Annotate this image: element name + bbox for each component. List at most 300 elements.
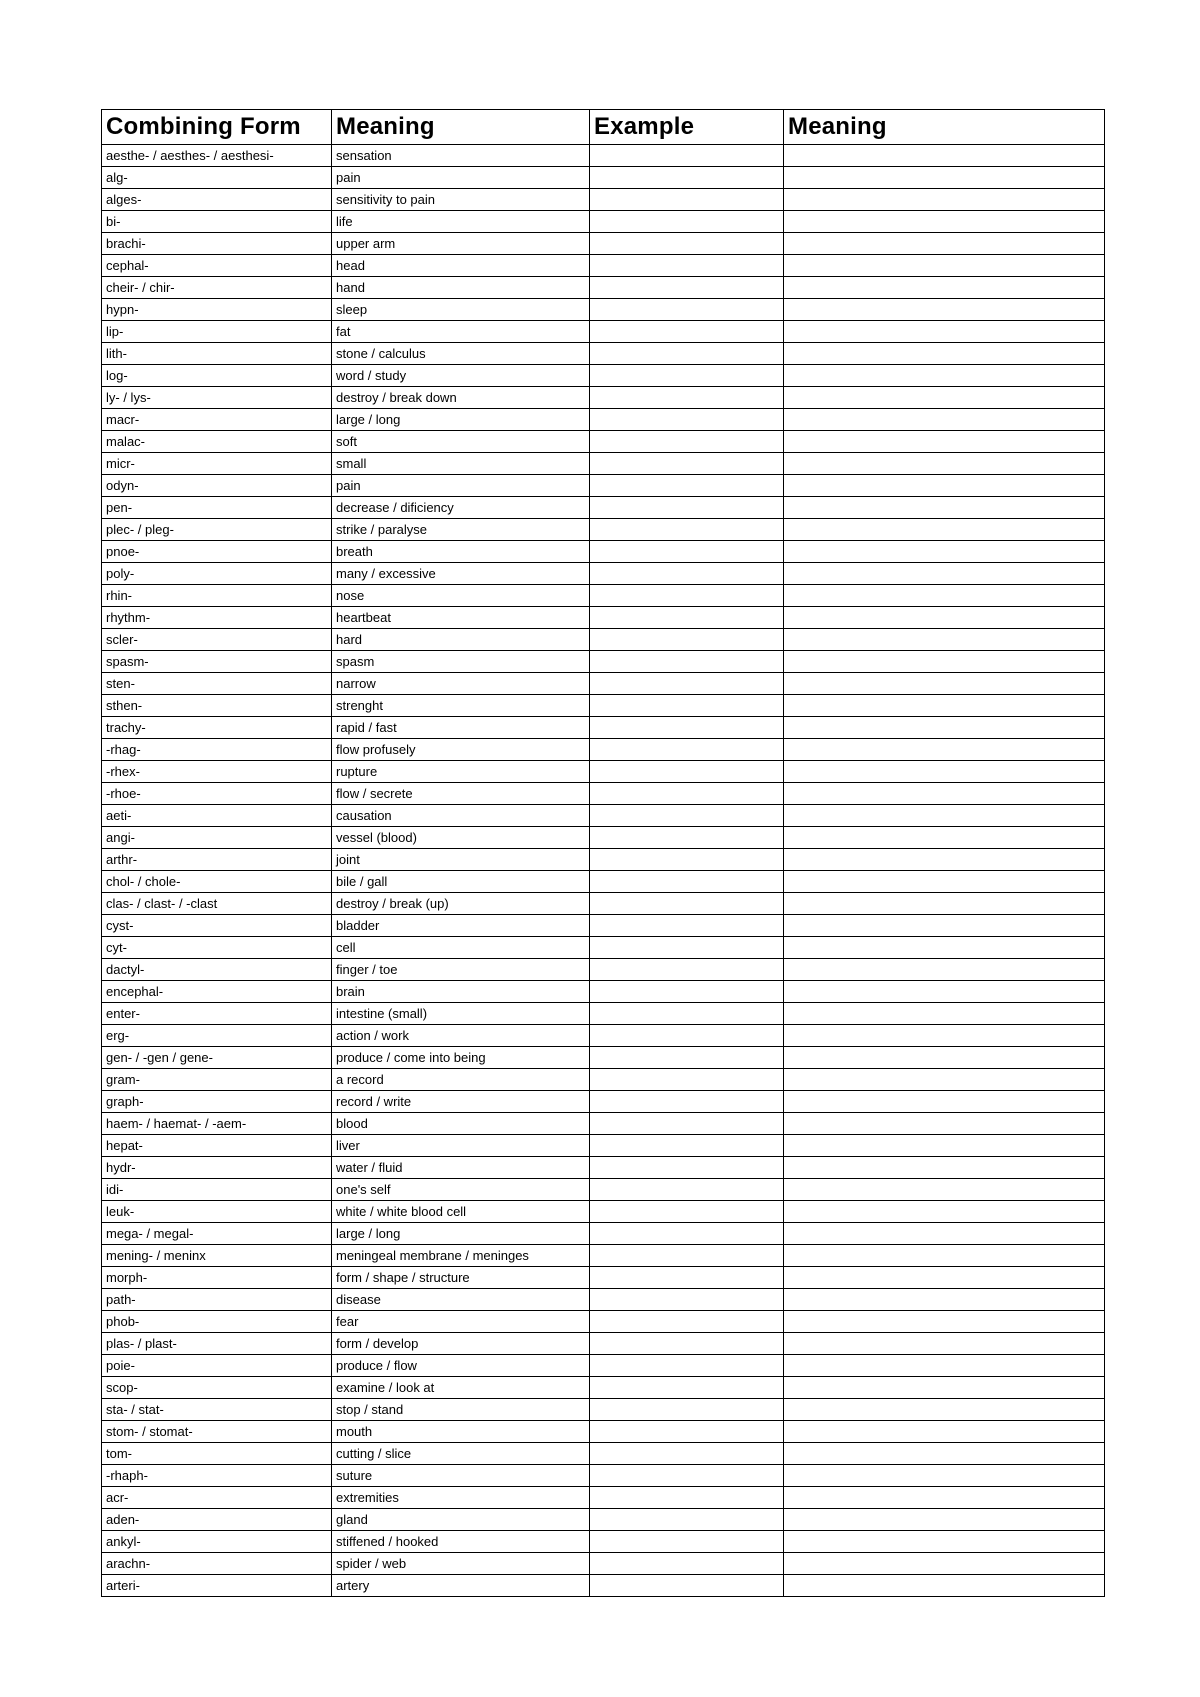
table-row [102,1047,1105,1069]
table-row [102,937,1105,959]
cell-example [590,211,784,233]
table-row [102,1157,1105,1179]
cell-example [590,1069,784,1091]
cell-example [590,189,784,211]
cell-example [590,431,784,453]
cell-example-meaning [784,783,1105,805]
table-row [102,1377,1105,1399]
cell-combining-form: gram- [102,1069,332,1091]
cell-combining-form: sten- [102,673,332,695]
cell-example [590,871,784,893]
cell-example-meaning [784,1157,1105,1179]
cell-meaning: hard [332,629,590,651]
table-row [102,1223,1105,1245]
cell-example [590,915,784,937]
cell-meaning: word / study [332,365,590,387]
cell-example-meaning [784,233,1105,255]
cell-example-meaning [784,871,1105,893]
table-row [102,387,1105,409]
cell-meaning: nose [332,585,590,607]
cell-meaning: record / write [332,1091,590,1113]
cell-example [590,233,784,255]
cell-example [590,409,784,431]
cell-combining-form: -rhag- [102,739,332,761]
table-row [102,717,1105,739]
table-row [102,915,1105,937]
cell-meaning: pain [332,475,590,497]
cell-example-meaning [784,387,1105,409]
cell-meaning: spider / web [332,1553,590,1575]
cell-combining-form: pen- [102,497,332,519]
cell-example [590,1289,784,1311]
header-combining-form: Combining Form [102,110,332,145]
table-row [102,761,1105,783]
cell-example [590,1003,784,1025]
cell-meaning: head [332,255,590,277]
cell-example-meaning [784,1553,1105,1575]
cell-example [590,1311,784,1333]
cell-meaning: intestine (small) [332,1003,590,1025]
cell-combining-form: lip- [102,321,332,343]
cell-combining-form: alges- [102,189,332,211]
cell-example [590,1091,784,1113]
table-row [102,431,1105,453]
table-row [102,1333,1105,1355]
cell-example [590,1025,784,1047]
cell-meaning: form / shape / structure [332,1267,590,1289]
cell-meaning: many / excessive [332,563,590,585]
cell-example [590,167,784,189]
cell-combining-form: macr- [102,409,332,431]
table-row [102,783,1105,805]
cell-meaning: one's self [332,1179,590,1201]
cell-example-meaning [784,959,1105,981]
table-row [102,585,1105,607]
cell-meaning: strike / paralyse [332,519,590,541]
cell-example-meaning [784,497,1105,519]
table-row [102,849,1105,871]
cell-example [590,717,784,739]
cell-combining-form: gen- / -gen / gene- [102,1047,332,1069]
cell-example [590,695,784,717]
cell-example-meaning [784,673,1105,695]
cell-combining-form: poie- [102,1355,332,1377]
cell-example-meaning [784,1531,1105,1553]
table-row [102,211,1105,233]
cell-meaning: destroy / break down [332,387,590,409]
cell-example [590,805,784,827]
cell-example [590,387,784,409]
cell-combining-form: aeti- [102,805,332,827]
cell-combining-form: cyt- [102,937,332,959]
cell-example [590,497,784,519]
cell-meaning: form / develop [332,1333,590,1355]
cell-meaning: rupture [332,761,590,783]
cell-meaning: cutting / slice [332,1443,590,1465]
cell-example [590,255,784,277]
cell-example-meaning [784,1113,1105,1135]
cell-meaning: blood [332,1113,590,1135]
cell-meaning: extremities [332,1487,590,1509]
cell-example [590,321,784,343]
table-row [102,739,1105,761]
cell-meaning: stiffened / hooked [332,1531,590,1553]
cell-example [590,365,784,387]
cell-combining-form: scler- [102,629,332,651]
cell-example-meaning [784,1399,1105,1421]
table-header [102,110,1105,145]
cell-example-meaning [784,1487,1105,1509]
cell-example-meaning [784,145,1105,167]
cell-meaning: produce / flow [332,1355,590,1377]
cell-example [590,1047,784,1069]
cell-example [590,739,784,761]
table-body [102,145,1105,1597]
table-row [102,651,1105,673]
cell-example-meaning [784,1509,1105,1531]
cell-combining-form: idi- [102,1179,332,1201]
cell-combining-form: brachi- [102,233,332,255]
cell-combining-form: poly- [102,563,332,585]
cell-meaning: a record [332,1069,590,1091]
cell-example-meaning [784,915,1105,937]
cell-combining-form: graph- [102,1091,332,1113]
cell-example-meaning [784,409,1105,431]
cell-meaning: gland [332,1509,590,1531]
cell-example [590,1157,784,1179]
cell-combining-form: sta- / stat- [102,1399,332,1421]
cell-example [590,673,784,695]
cell-meaning: destroy / break (up) [332,893,590,915]
cell-meaning: breath [332,541,590,563]
cell-example-meaning [784,541,1105,563]
cell-example-meaning [784,1245,1105,1267]
cell-example-meaning [784,475,1105,497]
cell-example [590,1531,784,1553]
cell-meaning: flow profusely [332,739,590,761]
table-row [102,1289,1105,1311]
cell-example-meaning [784,1025,1105,1047]
cell-combining-form: scop- [102,1377,332,1399]
cell-example [590,1553,784,1575]
cell-combining-form: stom- / stomat- [102,1421,332,1443]
cell-example [590,541,784,563]
cell-meaning: water / fluid [332,1157,590,1179]
cell-example-meaning [784,1311,1105,1333]
cell-example [590,585,784,607]
table-row [102,321,1105,343]
combining-forms-table [101,109,1105,1597]
cell-combining-form: morph- [102,1267,332,1289]
table-row [102,673,1105,695]
table-row [102,1311,1105,1333]
table-row [102,1575,1105,1597]
cell-combining-form: hepat- [102,1135,332,1157]
cell-example [590,1465,784,1487]
table-row [102,893,1105,915]
cell-example-meaning [784,1179,1105,1201]
cell-example-meaning [784,1465,1105,1487]
table-row [102,871,1105,893]
cell-combining-form: malac- [102,431,332,453]
cell-example-meaning [784,761,1105,783]
table-row [102,959,1105,981]
cell-example-meaning [784,1443,1105,1465]
cell-example [590,607,784,629]
cell-example-meaning [784,585,1105,607]
cell-combining-form: log- [102,365,332,387]
cell-example-meaning [784,255,1105,277]
cell-meaning: meningeal membrane / meninges [332,1245,590,1267]
cell-combining-form: -rhaph- [102,1465,332,1487]
cell-meaning: brain [332,981,590,1003]
cell-meaning: sensitivity to pain [332,189,590,211]
cell-example-meaning [784,211,1105,233]
cell-example [590,1179,784,1201]
cell-example [590,453,784,475]
cell-example-meaning [784,717,1105,739]
cell-example-meaning [784,563,1105,585]
cell-combining-form: -rhex- [102,761,332,783]
cell-example-meaning [784,1091,1105,1113]
cell-combining-form: micr- [102,453,332,475]
table-row [102,1245,1105,1267]
table-row [102,277,1105,299]
cell-example [590,1223,784,1245]
table-row [102,981,1105,1003]
cell-example-meaning [784,277,1105,299]
cell-example-meaning [784,893,1105,915]
cell-example-meaning [784,981,1105,1003]
cell-example-meaning [784,167,1105,189]
cell-meaning: life [332,211,590,233]
cell-example [590,959,784,981]
cell-example-meaning [784,1135,1105,1157]
table-row [102,1465,1105,1487]
cell-combining-form: sthen- [102,695,332,717]
cell-meaning: narrow [332,673,590,695]
table-row [102,695,1105,717]
cell-example-meaning [784,1333,1105,1355]
cell-meaning: strenght [332,695,590,717]
cell-meaning: flow / secrete [332,783,590,805]
cell-meaning: white / white blood cell [332,1201,590,1223]
cell-combining-form: rhythm- [102,607,332,629]
cell-example-meaning [784,739,1105,761]
cell-meaning: heartbeat [332,607,590,629]
cell-example [590,783,784,805]
cell-example [590,145,784,167]
cell-example [590,563,784,585]
table-row [102,1399,1105,1421]
cell-meaning: artery [332,1575,590,1597]
cell-example-meaning [784,1289,1105,1311]
cell-meaning: upper arm [332,233,590,255]
cell-combining-form: enter- [102,1003,332,1025]
table-row [102,805,1105,827]
table-row [102,255,1105,277]
table-row [102,1113,1105,1135]
cell-combining-form: cheir- / chir- [102,277,332,299]
cell-combining-form: angi- [102,827,332,849]
cell-meaning: joint [332,849,590,871]
cell-meaning: sensation [332,145,590,167]
cell-meaning: examine / look at [332,1377,590,1399]
cell-example-meaning [784,519,1105,541]
cell-example [590,1443,784,1465]
cell-meaning: fear [332,1311,590,1333]
cell-combining-form: arachn- [102,1553,332,1575]
header-meaning: Meaning [332,110,590,145]
table-row [102,1355,1105,1377]
cell-meaning: small [332,453,590,475]
table-row [102,1487,1105,1509]
cell-combining-form: bi- [102,211,332,233]
cell-combining-form: aesthe- / aesthes- / aesthesi- [102,145,332,167]
table-row [102,1553,1105,1575]
cell-example-meaning [784,299,1105,321]
cell-example-meaning [784,1575,1105,1597]
table-row [102,1267,1105,1289]
cell-combining-form: ankyl- [102,1531,332,1553]
cell-combining-form: hydr- [102,1157,332,1179]
cell-combining-form: tom- [102,1443,332,1465]
cell-combining-form: aden- [102,1509,332,1531]
cell-example [590,1421,784,1443]
cell-example-meaning [784,629,1105,651]
cell-example [590,519,784,541]
cell-meaning: large / long [332,409,590,431]
table-row [102,563,1105,585]
cell-example-meaning [784,1201,1105,1223]
cell-combining-form: leuk- [102,1201,332,1223]
cell-example-meaning [784,607,1105,629]
cell-example [590,1113,784,1135]
table-row [102,365,1105,387]
cell-example [590,277,784,299]
cell-meaning: fat [332,321,590,343]
cell-example [590,475,784,497]
table-row [102,1135,1105,1157]
cell-example [590,629,784,651]
cell-combining-form: encephal- [102,981,332,1003]
cell-meaning: large / long [332,1223,590,1245]
cell-example [590,1509,784,1531]
cell-combining-form: plas- / plast- [102,1333,332,1355]
cell-meaning: hand [332,277,590,299]
cell-combining-form: mening- / meninx [102,1245,332,1267]
table-row [102,409,1105,431]
cell-example [590,651,784,673]
cell-combining-form: cyst- [102,915,332,937]
cell-meaning: stone / calculus [332,343,590,365]
cell-example-meaning [784,321,1105,343]
cell-example [590,761,784,783]
table-row [102,1025,1105,1047]
table-row [102,453,1105,475]
cell-example [590,1575,784,1597]
cell-example-meaning [784,805,1105,827]
cell-example [590,1201,784,1223]
cell-meaning: cell [332,937,590,959]
cell-combining-form: cephal- [102,255,332,277]
cell-example [590,1333,784,1355]
cell-example-meaning [784,1069,1105,1091]
cell-example-meaning [784,431,1105,453]
cell-combining-form: phob- [102,1311,332,1333]
cell-example [590,1135,784,1157]
cell-example-meaning [784,1421,1105,1443]
cell-example-meaning [784,827,1105,849]
cell-meaning: suture [332,1465,590,1487]
table-row [102,519,1105,541]
cell-example [590,1377,784,1399]
cell-meaning: pain [332,167,590,189]
cell-combining-form: hypn- [102,299,332,321]
cell-combining-form: plec- / pleg- [102,519,332,541]
cell-combining-form: arthr- [102,849,332,871]
cell-meaning: decrease / dificiency [332,497,590,519]
cell-example-meaning [784,849,1105,871]
cell-meaning: bladder [332,915,590,937]
table-row [102,1531,1105,1553]
cell-example [590,299,784,321]
table-row [102,343,1105,365]
table-row [102,1509,1105,1531]
cell-combining-form: clas- / clast- / -clast [102,893,332,915]
cell-example-meaning [784,1047,1105,1069]
cell-example-meaning [784,453,1105,475]
cell-meaning: produce / come into being [332,1047,590,1069]
cell-example-meaning [784,937,1105,959]
cell-example [590,849,784,871]
cell-combining-form: spasm- [102,651,332,673]
cell-combining-form: trachy- [102,717,332,739]
cell-combining-form: erg- [102,1025,332,1047]
table-row [102,629,1105,651]
cell-combining-form: acr- [102,1487,332,1509]
cell-meaning: disease [332,1289,590,1311]
table-row [102,1201,1105,1223]
table-row [102,145,1105,167]
header-example-meaning: Meaning [784,110,1105,145]
cell-meaning: bile / gall [332,871,590,893]
cell-combining-form: lith- [102,343,332,365]
table-row [102,189,1105,211]
cell-meaning: stop / stand [332,1399,590,1421]
table-row [102,607,1105,629]
table-row [102,1091,1105,1113]
table-row [102,167,1105,189]
cell-example-meaning [784,1003,1105,1025]
cell-example-meaning [784,365,1105,387]
cell-meaning: liver [332,1135,590,1157]
table-row [102,299,1105,321]
table-row [102,475,1105,497]
cell-combining-form: ly- / lys- [102,387,332,409]
cell-combining-form: alg- [102,167,332,189]
cell-combining-form: arteri- [102,1575,332,1597]
cell-example-meaning [784,1377,1105,1399]
cell-combining-form: chol- / chole- [102,871,332,893]
table-row [102,497,1105,519]
cell-example-meaning [784,343,1105,365]
cell-combining-form: -rhoe- [102,783,332,805]
cell-example-meaning [784,651,1105,673]
table-row [102,233,1105,255]
cell-combining-form: dactyl- [102,959,332,981]
cell-combining-form: pnoe- [102,541,332,563]
